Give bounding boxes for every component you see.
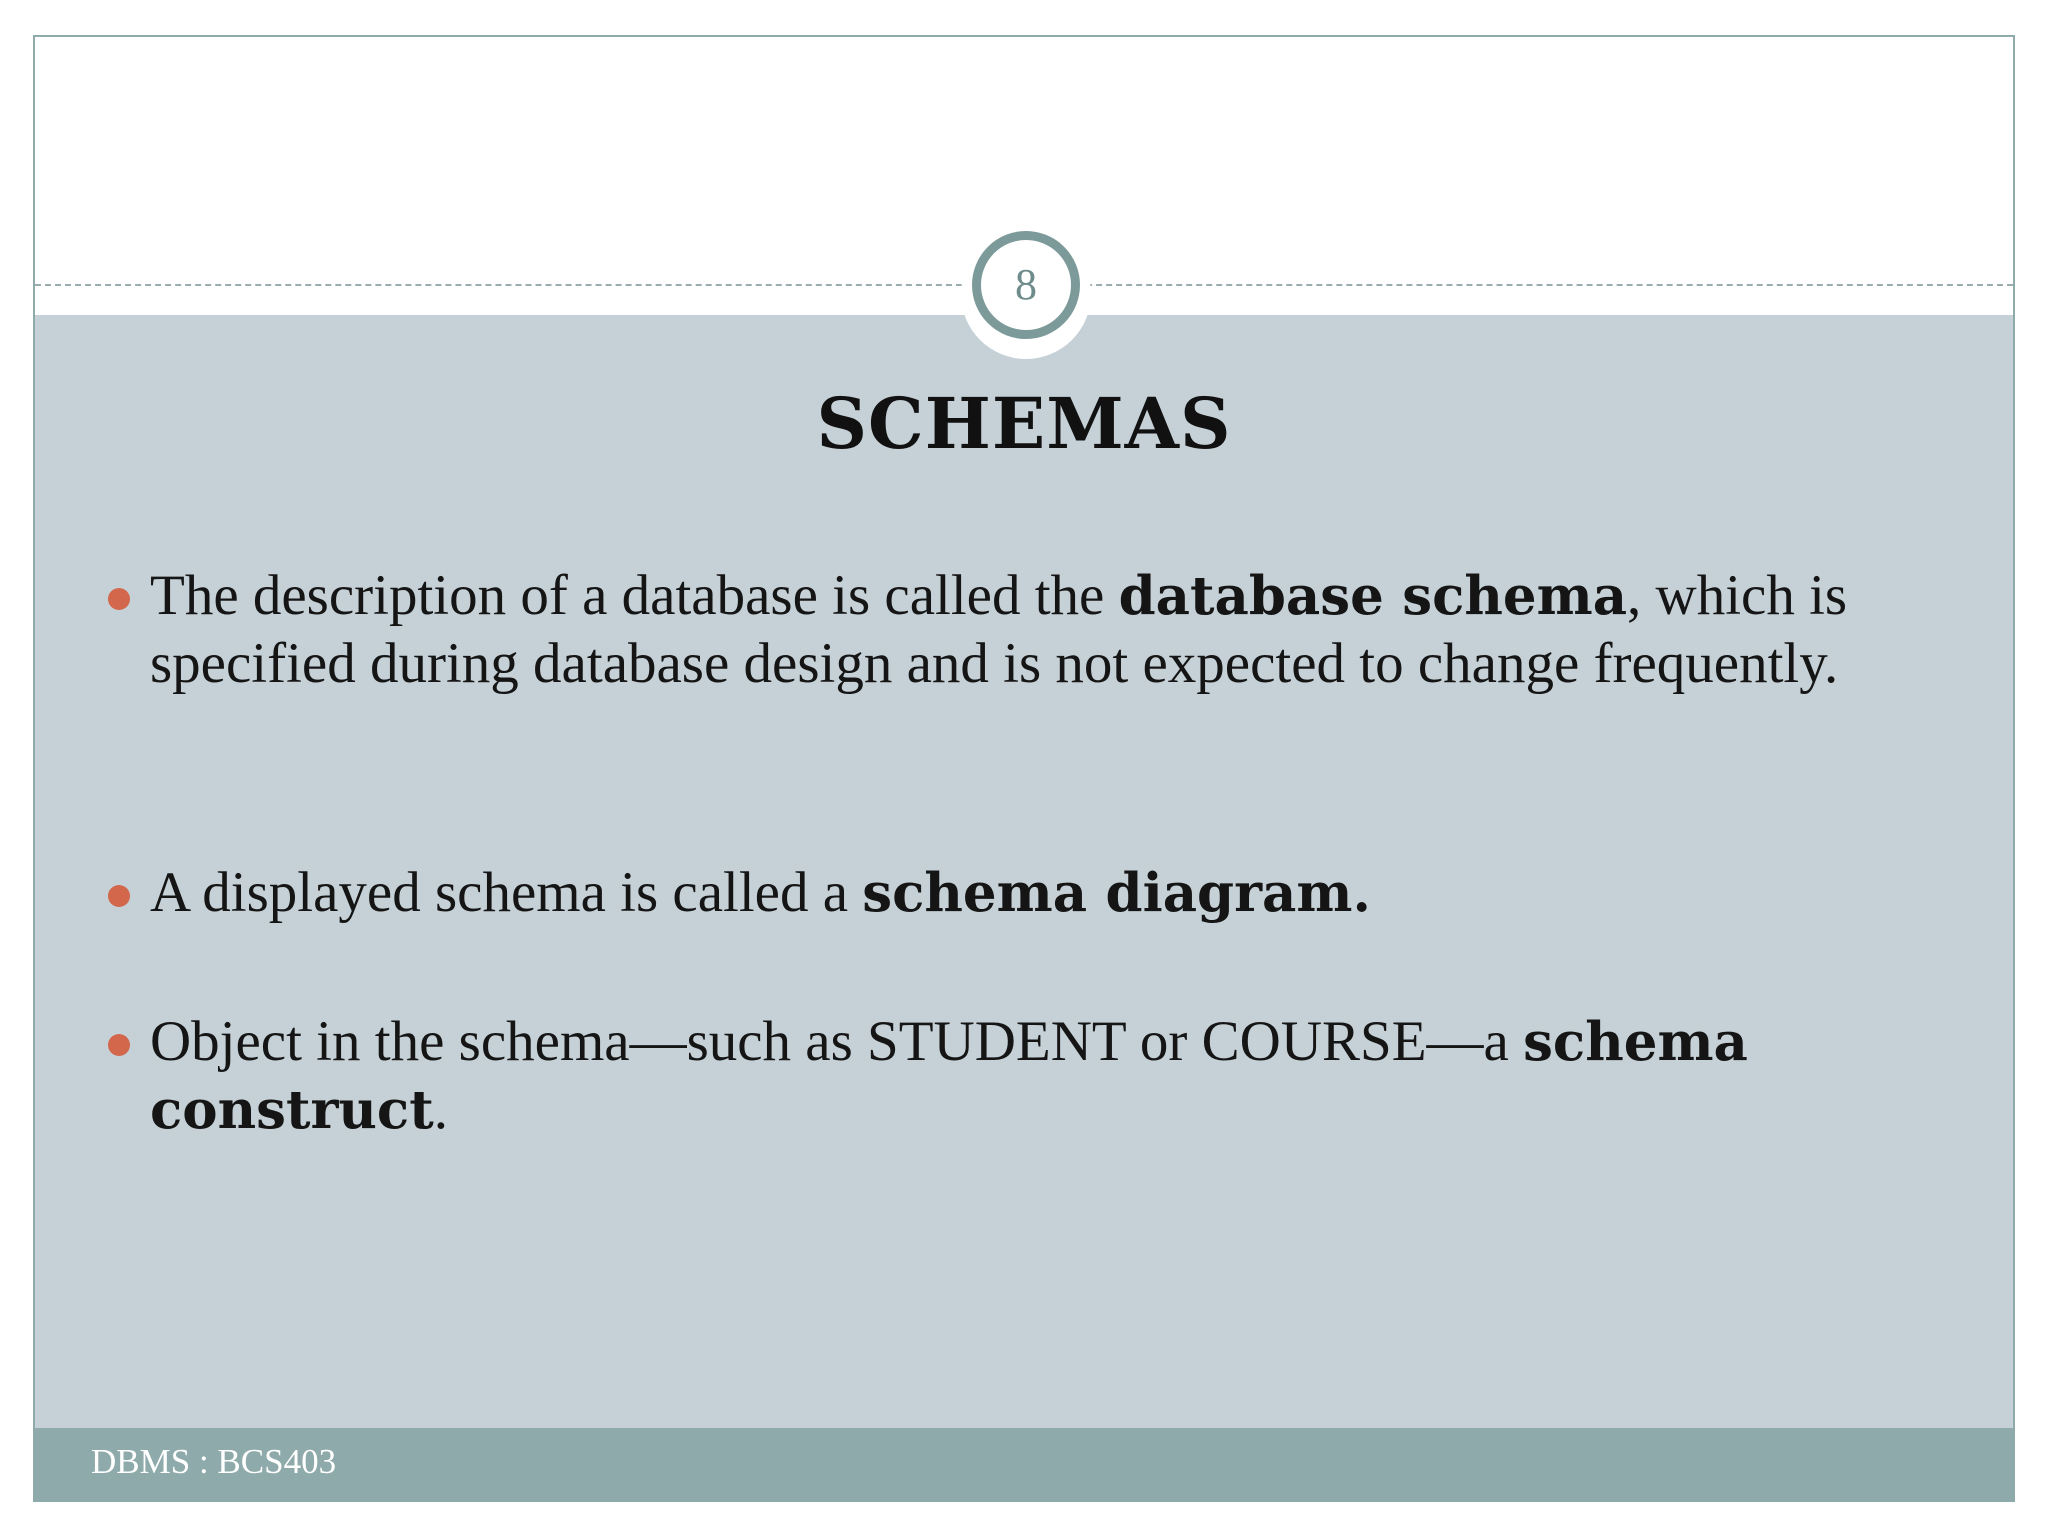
- bullet-text: .: [433, 1078, 448, 1141]
- bullet-dot-icon: [108, 1034, 130, 1056]
- bullet-list: [35, 37, 2013, 1500]
- bullet-item: [150, 562, 1995, 698]
- bullet-bold-term: schema diagram.: [862, 862, 1371, 924]
- bullet-item: [150, 859, 1995, 927]
- slide-title: SCHEMAS: [816, 382, 1232, 465]
- slide-footer: [35, 1428, 2013, 1500]
- bullet-dot-icon: [108, 885, 130, 907]
- bullet-bold-term: database schema: [1118, 565, 1628, 627]
- slide-number: 8: [1015, 260, 1037, 309]
- slide: [33, 35, 2015, 1502]
- bullet-text: Object in the schema—such as STUDENT or COURSE—a: [150, 1010, 1524, 1073]
- bullet-text: , which is specified during database design and is not expected to change frequently.: [150, 564, 1848, 695]
- bullet-dot-icon: [108, 588, 130, 610]
- bullet-bold-term: schema construct: [150, 1011, 1748, 1141]
- footer-course-label: DBMS : BCS403: [91, 1442, 337, 1481]
- bullet-text: A displayed schema is called a: [150, 861, 863, 924]
- bullet-text: The description of a database is called the: [150, 564, 1119, 627]
- bullet-item: [150, 1008, 1995, 1144]
